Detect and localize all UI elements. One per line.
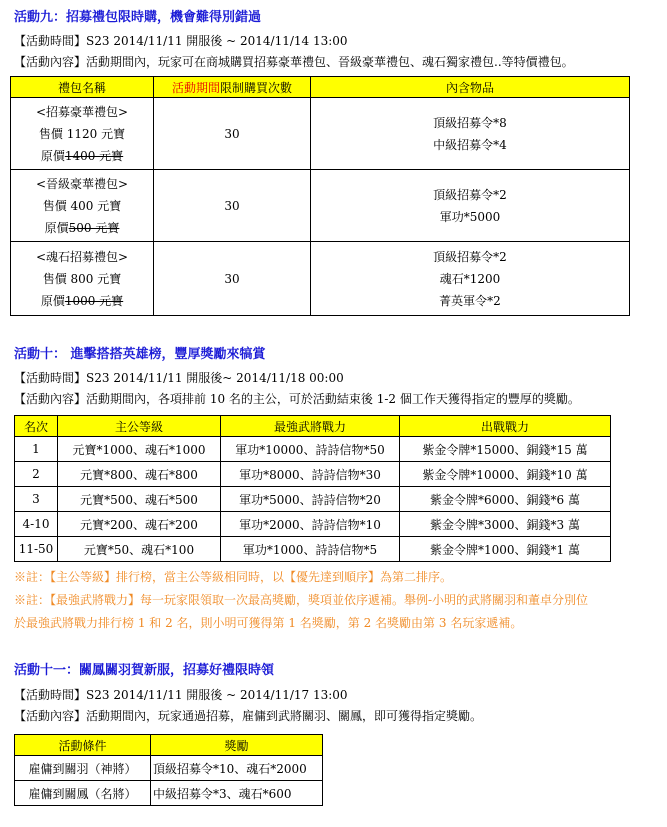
header-reward: 獎勵 xyxy=(151,735,323,756)
table-row: 4-10 元寶*200、魂石*200 軍功*2000、詩詩信物*10 紫金令牌*3000、銅錢*3 萬 xyxy=(15,512,611,537)
pack-cell xyxy=(11,98,154,170)
table-row: 1 元寶*1000、魂石*1000 軍功*10000、詩詩信物*50 紫金令牌*15000、銅錢*15 萬 xyxy=(15,437,611,462)
header-condition: 活動條件 xyxy=(15,735,151,756)
section-activity-9 xyxy=(0,8,667,73)
pack-limit: 30 xyxy=(154,242,311,316)
notes xyxy=(0,566,667,635)
pack-price: 售價 800 元寶 xyxy=(42,271,122,286)
pack-items: 頂級招募令*2 魂石*1200 菁英軍令*2 xyxy=(311,242,630,316)
header-rank: 名次 xyxy=(15,416,58,437)
table-row xyxy=(11,170,630,242)
table-row: 2 元寶*800、魂石*800 軍功*8000、詩詩信物*30 紫金令牌*10000、銅錢*10 萬 xyxy=(15,462,611,487)
table-row: 雇傭到關羽（神將） 頂級招募令*10、魂石*2000 xyxy=(15,756,323,781)
header-lord-level: 主公等級 xyxy=(58,416,221,437)
pack-original-price: 原價500 元寶 xyxy=(44,220,120,235)
pack-name: <招募豪華禮包> xyxy=(35,104,129,119)
table-header-row xyxy=(15,416,611,437)
pack-original-price: 原價1400 元寶 xyxy=(40,148,124,163)
pack-cell xyxy=(11,242,154,316)
pack-name: <魂石招募禮包> xyxy=(35,249,129,264)
activity-time: 【活動時間】S23 2014/11/11 開服後 ~ 2014/11/17 13:00 xyxy=(14,688,348,702)
activity-content: 【活動內容】活動期間內，玩家可在商城購買招募豪華禮包、晉級豪華禮包、魂石獨家禮包..等特價禮包。 xyxy=(14,55,574,69)
note-lord-level: ※註：【主公等級】排行榜，當主公等級相同時，以【優先達到順序】為第二排序。 xyxy=(14,570,453,584)
section-title: 活動九：招募禮包限時購，機會難得別錯過 xyxy=(14,10,262,25)
header-pack-name: 禮包名稱 xyxy=(11,77,154,98)
table-row xyxy=(11,98,630,170)
section-title: 活動十： 進擊搭搭英雄榜，豐厚獎勵來犒賞 xyxy=(14,347,266,362)
header-items: 內含物品 xyxy=(311,77,630,98)
activity-content: 【活動內容】活動期間內，玩家通過招募，雇傭到武將關羽、關鳳，即可獲得指定獎勵。 xyxy=(14,709,483,723)
pack-limit: 30 xyxy=(154,98,311,170)
table-header-row xyxy=(11,77,630,98)
table-row: 11-50 元寶*50、魂石*100 軍功*1000、詩詩信物*5 紫金令牌*1000、銅錢*1 萬 xyxy=(15,537,611,562)
activity-content: 【活動內容】活動期間內，各項排前 10 名的主公，可於活動結束後 1-2 個工作天獲得指定的豐厚的獎勵。 xyxy=(14,392,580,406)
activity-time: 【活動時間】S23 2014/11/11 開服後~ 2014/11/18 00:00 xyxy=(14,371,344,385)
pack-name: <晉級豪華禮包> xyxy=(35,176,129,191)
pack-items: 頂級招募令*2 軍功*5000 xyxy=(311,170,630,242)
ranking-reward-table xyxy=(14,415,611,562)
pack-items: 頂級招募令*8 中級招募令*4 xyxy=(311,98,630,170)
pack-limit: 30 xyxy=(154,170,311,242)
pack-price: 售價 400 元寶 xyxy=(42,198,122,213)
header-limit: 活動期間限制購買次數 xyxy=(154,77,311,98)
pack-cell xyxy=(11,170,154,242)
section-activity-11 xyxy=(0,661,667,727)
section-activity-10 xyxy=(0,345,667,410)
note-strongest-general-line1: ※註：【最強武將戰力】每一玩家限領取一次最高獎勵，獎項並依序遞補。舉例-小明的武將關羽和董卓分別位 xyxy=(14,593,589,607)
activity-time: 【活動時間】S23 2014/11/11 開服後 ~ 2014/11/14 13:00 xyxy=(14,34,348,48)
pack-price: 售價 1120 元寶 xyxy=(38,126,126,141)
header-strongest-general: 最強武將戰力 xyxy=(221,416,400,437)
table-row xyxy=(11,242,630,316)
section-title: 活動十一：關鳳關羽賀新服，招募好禮限時領 xyxy=(14,663,275,678)
note-strongest-general-line2: 於最強武將戰力排行榜 1 和 2 名，則小明可獲得第 1 名獎勵，第 2 名獎勵由第 3 名玩家遞補。 xyxy=(14,616,523,630)
table-row: 3 元寶*500、魂石*500 軍功*5000、詩詩信物*20 紫金令牌*6000、銅錢*6 萬 xyxy=(15,487,611,512)
recruit-reward-table xyxy=(14,734,323,806)
pack-original-price: 原價1000 元寶 xyxy=(40,293,124,308)
table-header-row xyxy=(15,735,323,756)
table-row: 雇傭到關鳳（名將） 中級招募令*3、魂石*600 xyxy=(15,781,323,806)
gift-pack-table xyxy=(10,76,630,316)
header-battle-power: 出戰戰力 xyxy=(400,416,611,437)
